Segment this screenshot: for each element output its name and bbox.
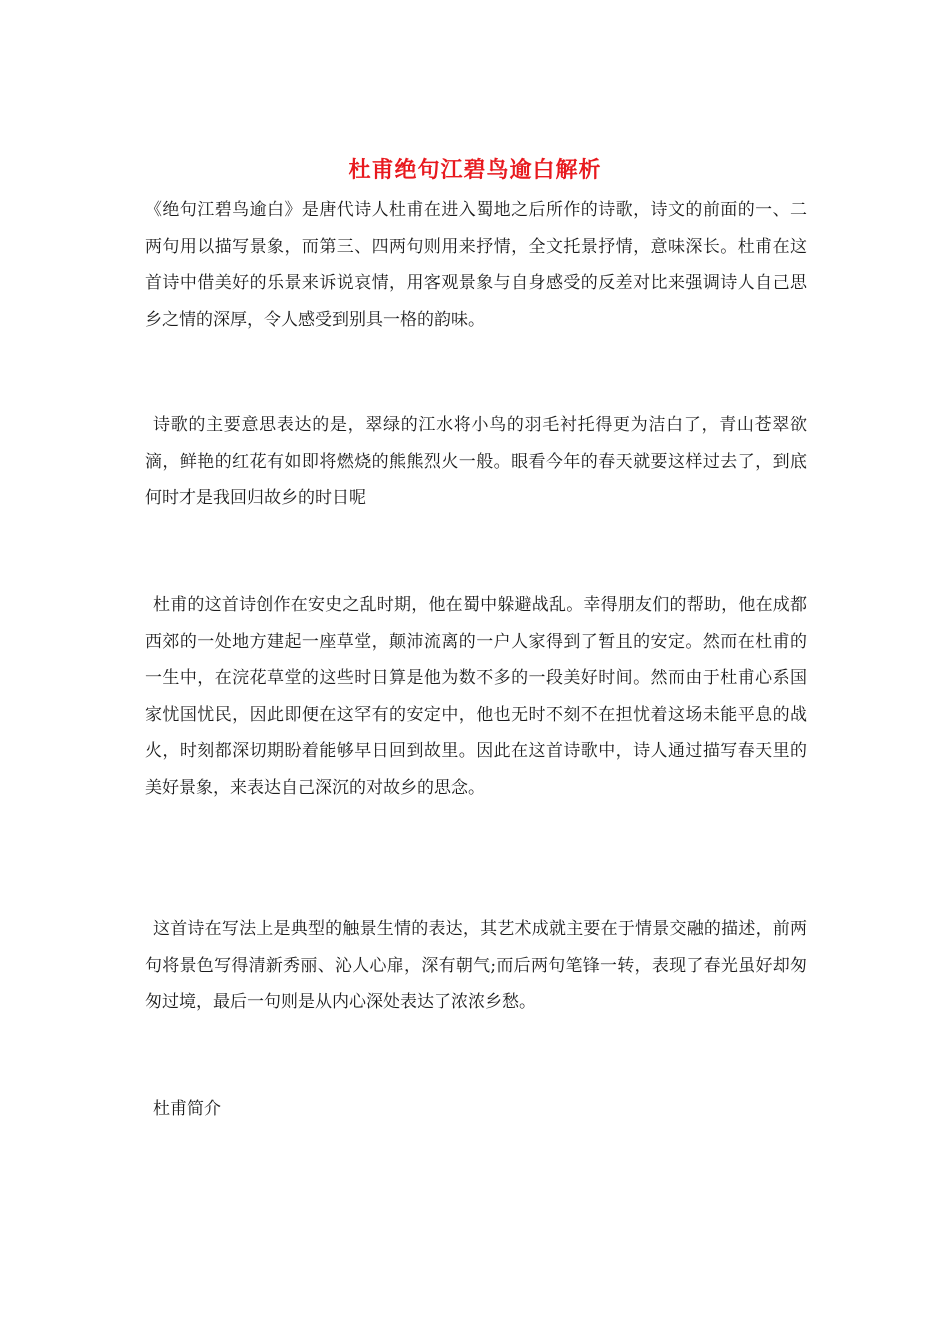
document-title: 杜甫绝句江碧鸟逾白解析 <box>348 157 602 183</box>
paragraph-meaning: 诗歌的主要意思表达的是，翠绿的江水将小鸟的羽毛衬托得更为洁白了，青山苍翠欲滴，鲜艳的红花有如即将燃烧的熊熊烈火一般。眼看今年的春天就要这样过去了，到底何时才是我回归故乡的时日呢 <box>145 415 807 508</box>
paragraph-background: 杜甫的这首诗创作在安史之乱时期，他在蜀中躲避战乱。幸得朋友们的帮助，他在成都西郊的一处地方建起一座草堂，颠沛流离的一户人家得到了暂且的安定。然而在杜甫的一生中，在浣花草堂的这些时日算是他为数不多的一段美好时间。然而由于杜甫心系国家忧国忧民，因此即便在这罕有的安定中，他也无时不刻不在担忧着这场未能平息的战火，时刻都深切期盼着能够早日回到故里。因此在这首诗歌中，诗人通过描写春天里的美好景象，来表达自己深沉的对故乡的思念。 <box>145 595 807 798</box>
section-heading-biography: 杜甫简介 <box>153 1099 221 1119</box>
paragraph-artistry: 这首诗在写法上是典型的触景生情的表达，其艺术成就主要在于情景交融的描述，前两句将景色写得清新秀丽、沁人心扉，深有朝气;而后两句笔锋一转，表现了春光虽好却匆匆过境，最后一句则是从内心深处表达了浓浓乡愁。 <box>145 919 807 1012</box>
paragraph-intro: 《绝句江碧鸟逾白》是唐代诗人杜甫在进入蜀地之后所作的诗歌，诗文的前面的一、二两句用以描写景象，而第三、四两句则用来抒情，全文托景抒情，意味深长。杜甫在这首诗中借美好的乐景来诉说哀情，用客观景象与自身感受的反差对比来强调诗人自己思乡之情的深厚，令人感受到别具一格的韵味。 <box>145 200 807 330</box>
